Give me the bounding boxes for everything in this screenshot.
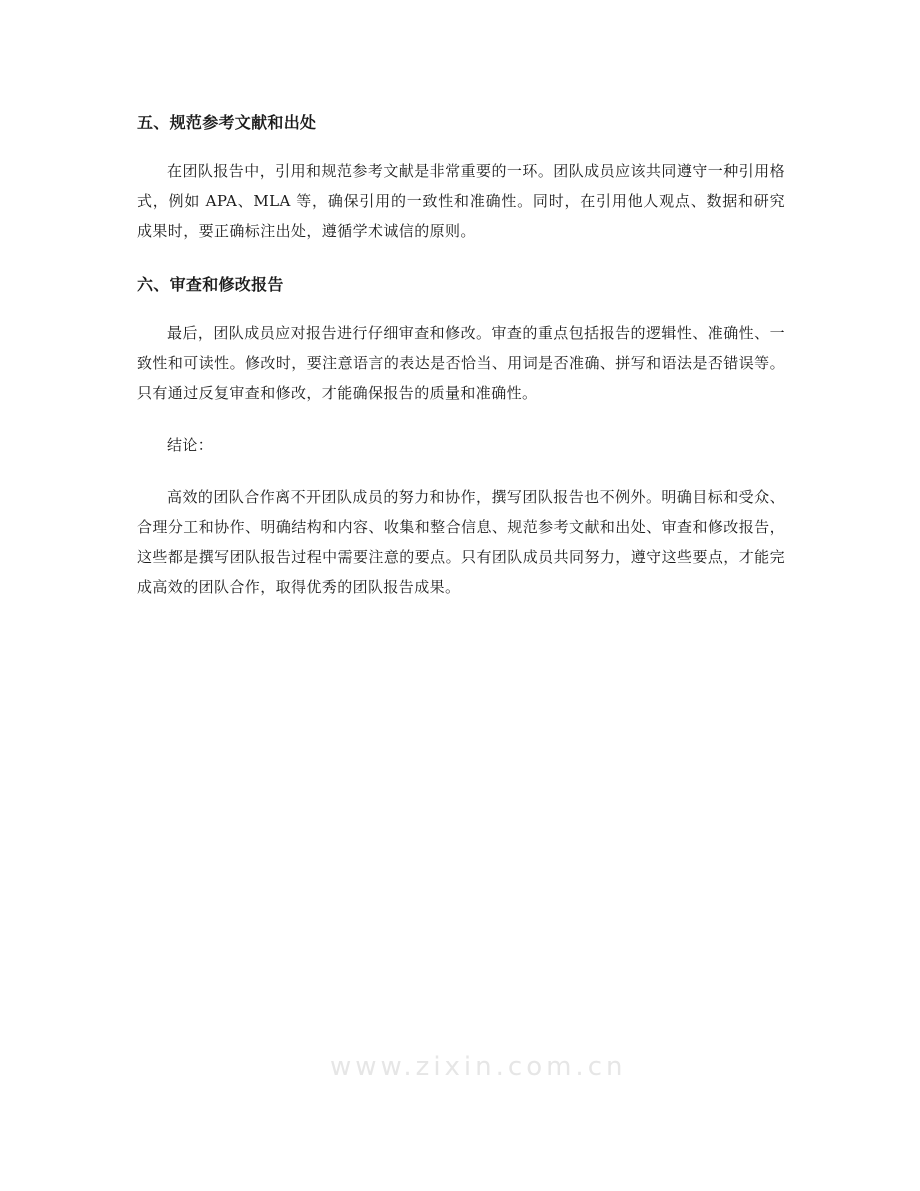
conclusion-label: 结论： <box>167 436 214 454</box>
watermark: www.zixin.com.cn <box>330 1052 627 1082</box>
conclusion-paragraph: 高效的团队合作离不开团队成员的努力和协作，撰写团队报告也不例外。明确目标和受众、合理分工和协作、明确结构和内容、收集和整合信息、规范参考文献和出处、审查和修改报告，这些都是撰写团队报告过程中需要注意的要点。只有团队成员共同努力，遵守这些要点，才能完成高效的团队合作，取得优秀的团队报告成果。 <box>137 488 785 596</box>
document-body <box>137 108 785 602</box>
section-heading-references: 五、规范参考文献和出处 <box>137 113 317 132</box>
section-paragraph-review: 最后，团队成员应对报告进行仔细审查和修改。审查的重点包括报告的逻辑性、准确性、一致性和可读性。修改时，要注意语言的表达是否恰当、用词是否准确、拼写和语法是否错误等。只有通过反复审查和修改，才能确保报告的质量和准确性。 <box>137 324 785 402</box>
section-paragraph-references: 在团队报告中，引用和规范参考文献是非常重要的一环。团队成员应该共同遵守一种引用格式，例如 APA、MLA 等，确保引用的一致性和准确性。同时，在引用他人观点、数据和研究成果时，要正确标注出处，遵循学术诚信的原则。 <box>137 162 785 240</box>
section-heading-review: 六、审查和修改报告 <box>137 275 284 294</box>
